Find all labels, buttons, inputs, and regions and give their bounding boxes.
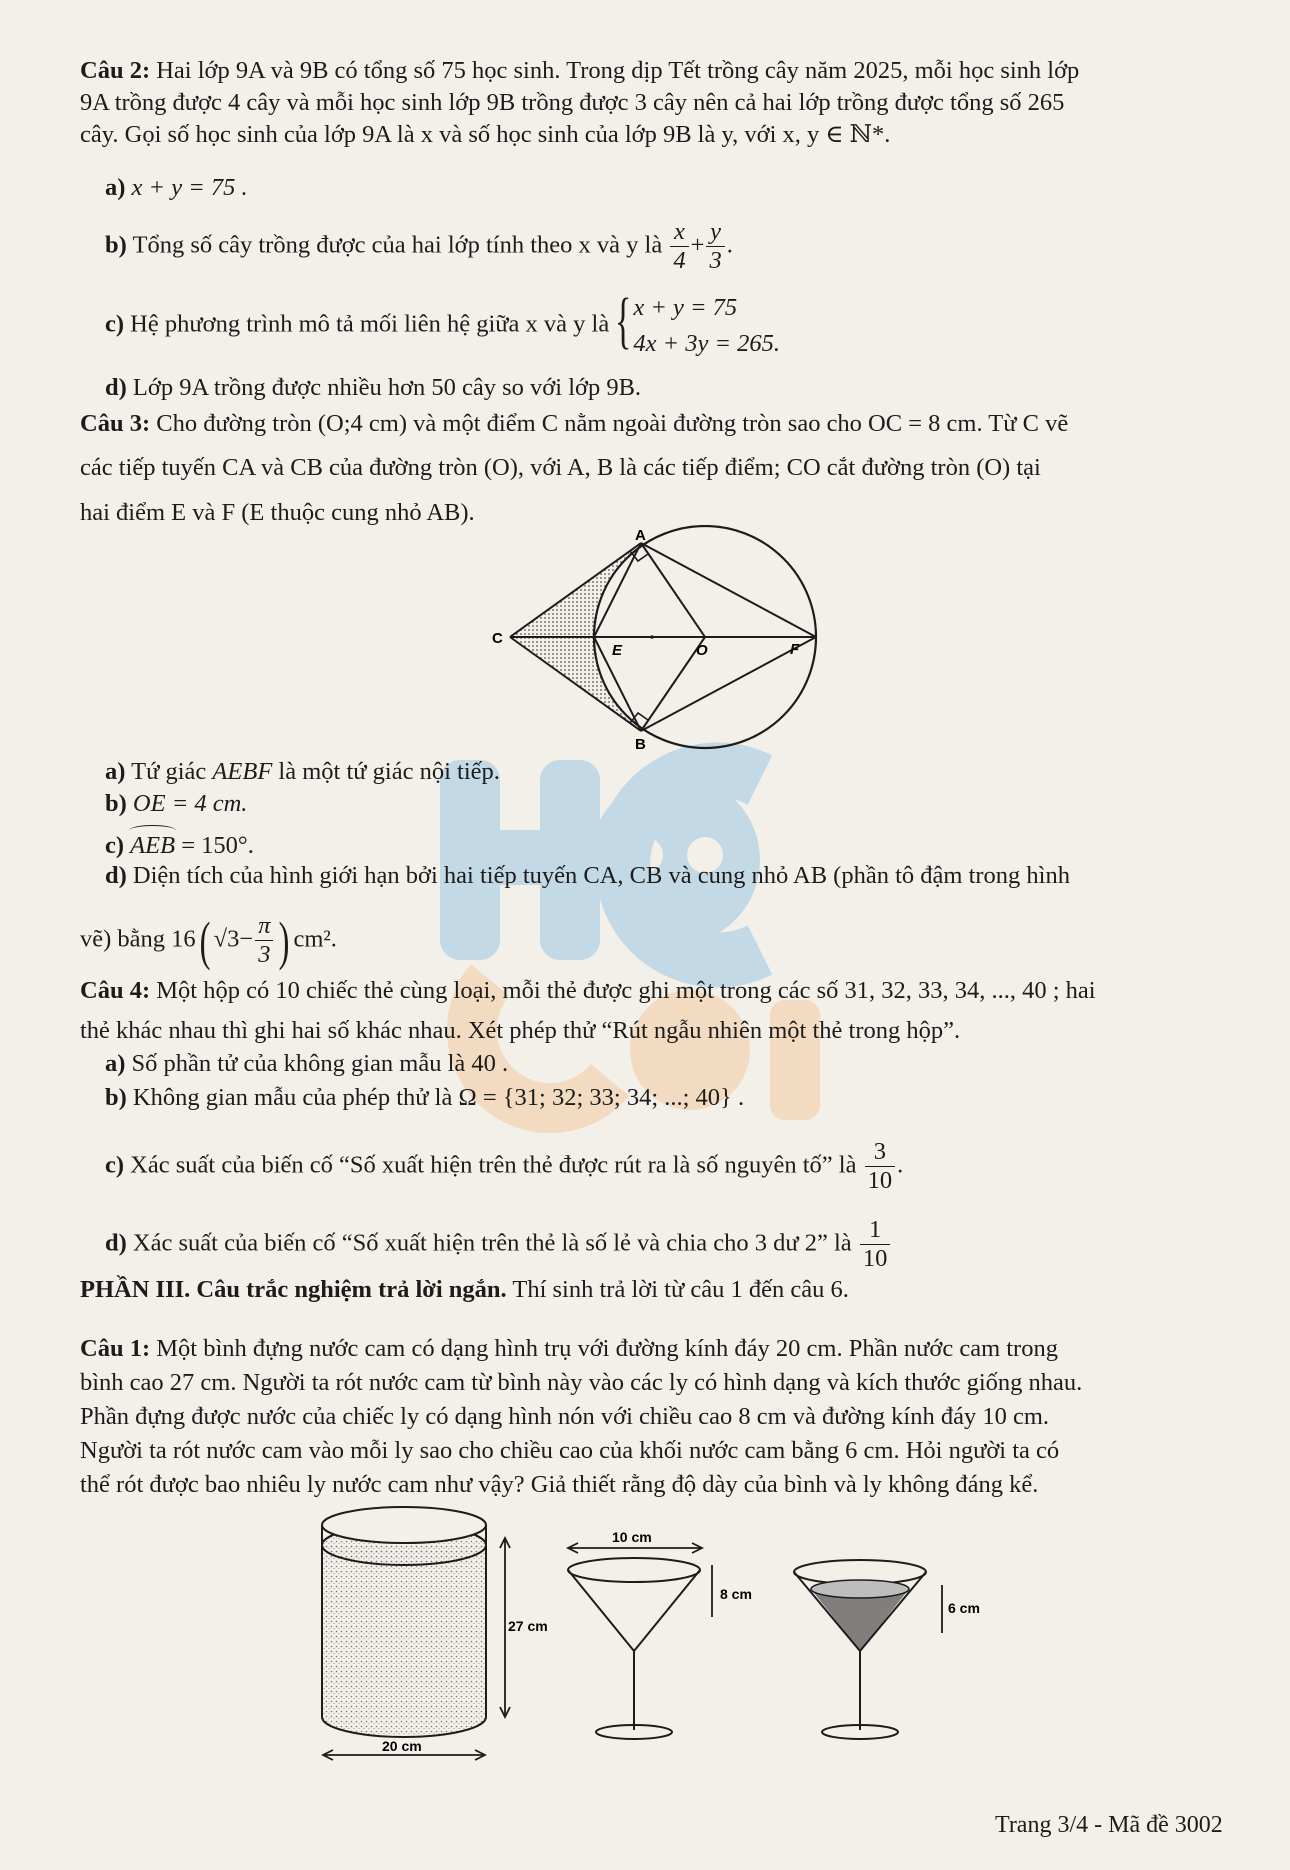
q4-option-c	[105, 1138, 903, 1195]
q3-d-label: d)	[105, 862, 127, 889]
q2-b-frac-x: $\frac{x}{4}$	[670, 218, 688, 275]
q2-title: Câu 2:	[80, 57, 151, 84]
q2-b-frac-y: $\frac{y}{3}$	[706, 218, 724, 275]
q3-d-sqrt: √3	[213, 925, 240, 953]
q4-intro-2: thẻ khác nhau thì ghi hai số khác nhau. Xét phép thử “Rút ngẫu nhiên một thẻ trong hộp”.	[80, 1017, 961, 1044]
empty-cocktail-glass	[568, 1529, 752, 1739]
q1-cylinder-glasses-figure	[300, 1505, 1020, 1770]
q3-d-text-1: Diện tích của hình giới hạn bởi hai tiếp tuyến CA, CB và cung nhỏ AB (phần tô đậm trong hình	[132, 862, 1070, 889]
q2-a-text: x + y = 75 .	[131, 174, 248, 201]
q2-option-a	[105, 172, 248, 204]
q4-b-label: b)	[105, 1084, 127, 1111]
q3-intro-line-1	[80, 408, 1068, 440]
label-6cm: 6 cm	[948, 1600, 980, 1616]
q3-a-text-a: Tứ giác	[131, 758, 207, 785]
filled-cocktail-glass	[794, 1560, 980, 1739]
q2-c-eq2: 4x + 3y = 265.	[633, 330, 781, 357]
label-27cm: 27 cm	[508, 1618, 548, 1634]
q4-intro-1: Một hộp có 10 chiếc thẻ cùng loại, mỗi thẻ được ghi một trong các số 31, 32, 33, 34, ..., 40 ; hai	[156, 977, 1096, 1004]
label-A: A	[635, 527, 646, 544]
part3-heading: PHẦN III. Câu trắc nghiệm trả lời ngắn.	[80, 1276, 507, 1303]
q4-option-a	[105, 1048, 508, 1080]
q3-option-b	[105, 788, 247, 820]
q4-c-label: c)	[105, 1151, 125, 1179]
q1-line-2: bình cao 27 cm. Người ta rót nước cam từ bình này vào các ly có hình dạng và kích thước giống nhau.	[80, 1369, 1083, 1396]
q4-c-frac: $\frac{3}{10}$	[865, 1138, 896, 1195]
q3-c-arc: AEB	[130, 830, 175, 862]
q2-b-text: Tổng số cây trồng được của hai lớp tính theo x và y là	[132, 231, 663, 259]
q4-option-d	[105, 1216, 892, 1273]
q2-c-eq1: x + y = 75	[633, 294, 738, 321]
q3-option-d-line-1	[105, 860, 1070, 892]
q2-intro-3: cây. Gọi số học sinh của lớp 9A là x và số học sinh của lớp 9B là y, với x, y ∈ ℕ*.	[80, 121, 891, 148]
q4-b-text: Không gian mẫu của phép thử là Ω = {31; 32; 33; 34; ...; 40} .	[132, 1084, 745, 1111]
q3-intro-2: các tiếp tuyến CA và CB của đường tròn (O), với A, B là các tiếp điểm; CO cắt đường tròn (O) tại	[80, 454, 1041, 481]
label-B: B	[635, 736, 646, 750]
q3-option-a	[105, 756, 500, 788]
cylinder-jar	[322, 1507, 486, 1737]
q3-intro-3: hai điểm E và F (E thuộc cung nhỏ AB).	[80, 499, 475, 526]
part3-heading-line	[80, 1274, 849, 1306]
q4-c-end: .	[897, 1151, 904, 1179]
q4-d-text: Xác suất của biến cố “Số xuất hiện trên thẻ là số lẻ và chia cho 3 dư 2” là	[132, 1229, 852, 1257]
q3-a-label: a)	[105, 758, 126, 785]
q4-d-label: d)	[105, 1229, 127, 1257]
q3-b-text: OE = 4 cm.	[132, 790, 248, 817]
q2-d-label: d)	[105, 374, 127, 401]
q3-intro-1: Cho đường tròn (O;4 cm) và một điểm C nằm ngoài đường tròn sao cho OC = 8 cm. Từ C vẽ	[156, 410, 1069, 437]
label-F: F	[790, 641, 800, 658]
q2-a-label: a)	[105, 174, 126, 201]
q4-c-text: Xác suất của biến cố “Số xuất hiện trên thẻ được rút ra là số nguyên tố” là	[130, 1151, 857, 1179]
q3-geometry-figure	[480, 525, 820, 750]
q2-intro-line-1	[80, 55, 1079, 87]
q1-title: Câu 1:	[80, 1335, 151, 1362]
label-8cm: 8 cm	[720, 1586, 752, 1602]
q2-b-label: b)	[105, 231, 127, 259]
q3-b-label: b)	[105, 790, 127, 817]
page-footer: Trang 3/4 - Mã đề 3002	[995, 1812, 1223, 1838]
label-10cm: 10 cm	[612, 1529, 652, 1545]
q4-a-text: Số phần tử của không gian mẫu là 40 .	[131, 1050, 509, 1077]
label-C: C	[492, 630, 503, 647]
q3-c-label: c)	[105, 832, 125, 859]
q3-a-text-c: là một tứ giác nội tiếp.	[278, 758, 500, 785]
q3-d-text-2: vẽ) bằng 16	[80, 925, 196, 953]
q3-d-pi-frac: $\frac{\pi}{3}$	[255, 912, 273, 969]
q4-title: Câu 4:	[80, 977, 151, 1004]
q2-intro-2: 9A trồng được 4 cây và mỗi học sinh lớp 9B trồng được 3 cây nên cả hai lớp trồng được tổng số 265	[80, 89, 1065, 116]
q2-c-text: Hệ phương trình mô tả mối liên hệ giữa x và y là	[130, 310, 610, 338]
q4-a-label: a)	[105, 1050, 126, 1077]
q2-d-text: Lớp 9A trồng được nhiều hơn 50 cây so với lớp 9B.	[132, 374, 642, 401]
label-E: E	[612, 642, 623, 659]
q4-d-frac: $\frac{1}{10}$	[860, 1216, 891, 1273]
q3-d-minus: −	[239, 925, 254, 953]
q4-intro-line-1	[80, 975, 1096, 1007]
q3-c-text: = 150°.	[181, 832, 254, 859]
q2-option-c	[105, 287, 781, 362]
q1-line-4: Người ta rót nước cam vào mỗi ly sao cho chiều cao của khối nước cam bằng 6 cm. Hỏi người ta có	[80, 1437, 1060, 1464]
q2-c-system: { x + y = 75 4x + 3y = 265.	[615, 290, 780, 362]
q2-c-label: c)	[105, 310, 125, 338]
q1-line-3: Phần đựng được nước của chiếc ly có dạng hình nón với chiều cao 8 cm và đường kính đáy 10 cm.	[80, 1403, 1050, 1430]
q3-d-unit: cm².	[293, 925, 337, 953]
q1-line-1: Một bình đựng nước cam có dạng hình trụ với đường kính đáy 20 cm. Phần nước cam trong	[156, 1335, 1058, 1362]
q3-title: Câu 3:	[80, 410, 151, 437]
q3-option-d-line-2: vẽ) bằng 16( √3− $\frac{\pi}{3}$ ) cm².	[80, 910, 337, 971]
part3-instruction: Thí sinh trả lời từ câu 1 đến câu 6.	[512, 1276, 849, 1303]
q4-option-b	[105, 1082, 744, 1114]
label-20cm: 20 cm	[382, 1738, 422, 1754]
q3-option-c	[105, 830, 254, 862]
q2-intro-1: Hai lớp 9A và 9B có tổng số 75 học sinh. Trong dịp Tết trồng cây năm 2025, mỗi học sinh lớp	[156, 57, 1080, 84]
q2-b-plus: +	[690, 231, 705, 259]
q1-line-1-wrap	[80, 1333, 1058, 1365]
q1-line-5: thể rót được bao nhiêu ly nước cam như vậy? Giả thiết rằng độ dày của bình và ly không đáng kể.	[80, 1471, 1039, 1498]
q2-b-end: .	[726, 231, 733, 259]
label-O: O	[696, 642, 708, 659]
q2-option-d	[105, 372, 641, 404]
q3-a-text-b: AEBF	[212, 758, 273, 785]
q2-option-b	[105, 218, 733, 275]
